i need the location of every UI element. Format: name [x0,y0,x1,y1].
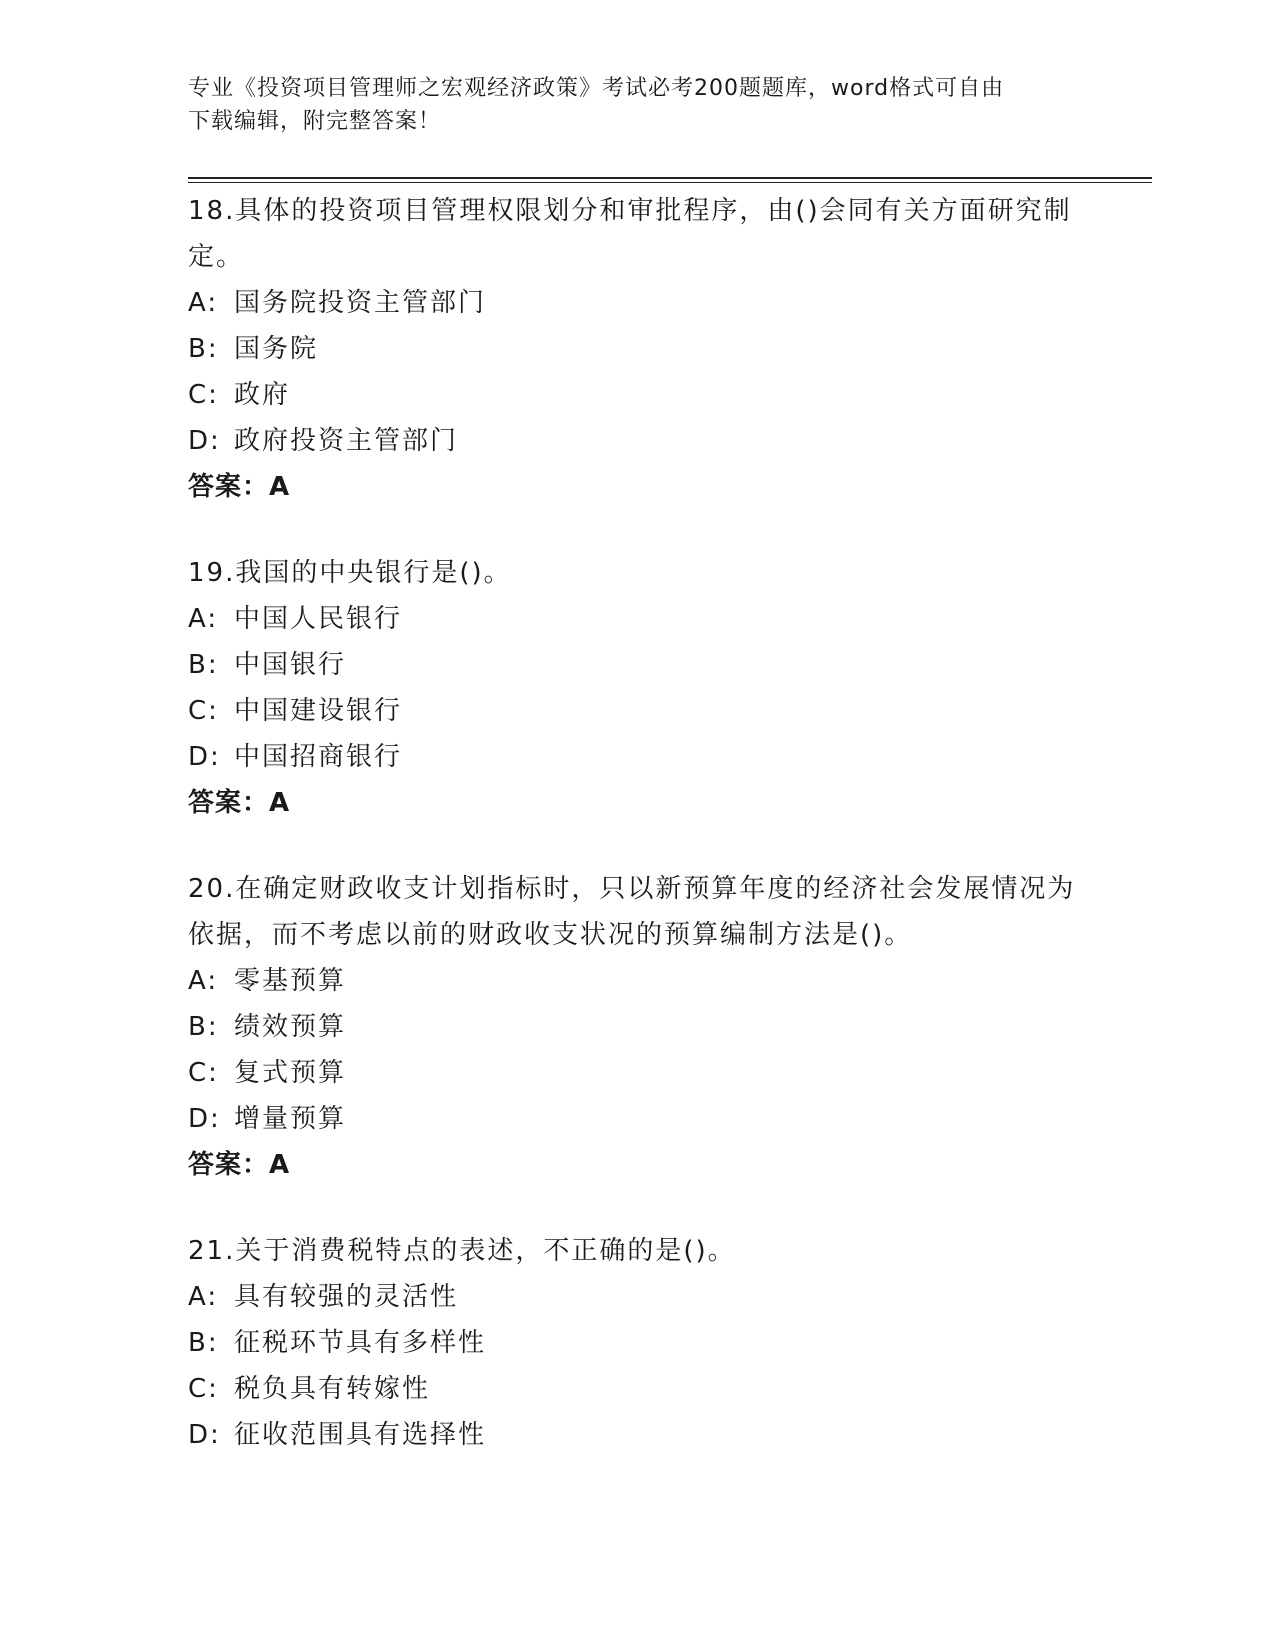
option-text: 增量预算 [234,1104,347,1134]
option-letter: B: [188,1328,219,1358]
question-stem: 18.具体的投资项目管理权限划分和审批程序，由()会同有关方面研究制定。 [188,196,1072,272]
option-letter: A: [188,604,219,634]
option-a [188,958,1088,1004]
document-header [188,72,1068,138]
option-c [188,1366,1088,1412]
question-20 [188,866,1088,1188]
answer-line: 答案：A [188,1150,291,1180]
option-letter: B: [188,650,219,680]
option-text: 中国招商银行 [234,742,403,772]
option-text: 复式预算 [234,1058,347,1088]
question-21 [188,1228,1088,1458]
option-text: 政府 [234,380,291,410]
option-text: 政府投资主管部门 [234,426,459,456]
option-b [188,642,1088,688]
option-text: 中国银行 [234,650,347,680]
header-title-line-2: 下载编辑，附完整答案！ [188,109,442,134]
question-19 [188,550,1088,826]
answer-line: 答案：A [188,788,291,818]
option-text: 具有较强的灵活性 [234,1282,459,1312]
question-list [188,188,1088,1498]
option-d [188,1096,1088,1142]
option-a [188,1274,1088,1320]
option-text: 绩效预算 [234,1012,347,1042]
option-text: 中国建设银行 [234,696,403,726]
option-c [188,688,1088,734]
option-b [188,326,1088,372]
option-text: 国务院 [234,334,319,364]
option-text: 中国人民银行 [234,604,403,634]
question-18 [188,188,1088,510]
option-letter: C: [188,380,219,410]
option-d [188,418,1088,464]
option-a [188,596,1088,642]
option-letter: C: [188,1374,219,1404]
option-text: 零基预算 [234,966,347,996]
option-letter: D: [188,426,221,456]
option-letter: D: [188,1420,221,1450]
question-stem: 19.我国的中央银行是()。 [188,558,512,588]
option-b [188,1004,1088,1050]
option-c [188,372,1088,418]
option-letter: B: [188,1012,219,1042]
option-c [188,1050,1088,1096]
option-text: 征税环节具有多样性 [234,1328,487,1358]
option-letter: B: [188,334,219,364]
option-letter: A: [188,966,219,996]
option-b [188,1320,1088,1366]
option-letter: A: [188,1282,219,1312]
option-d [188,734,1088,780]
header-divider-thin [188,182,1152,183]
option-letter: D: [188,1104,221,1134]
option-d [188,1412,1088,1458]
option-letter: D: [188,742,221,772]
question-stem: 21.关于消费税特点的表述，不正确的是()。 [188,1236,736,1266]
option-a [188,280,1088,326]
option-text: 国务院投资主管部门 [234,288,487,318]
option-letter: C: [188,1058,219,1088]
option-text: 税负具有转嫁性 [234,1374,431,1404]
header-divider-thick [188,177,1152,179]
option-letter: C: [188,696,219,726]
option-letter: A: [188,288,219,318]
header-title-line-1: 专业《投资项目管理师之宏观经济政策》考试必考200题题库，word格式可自由 [188,76,1005,101]
option-text: 征收范围具有选择性 [234,1420,487,1450]
question-stem: 20.在确定财政收支计划指标时，只以新预算年度的经济社会发展情况为依据，而不考虑以前的财政收支状况的预算编制方法是()。 [188,874,1076,950]
answer-line: 答案：A [188,472,291,502]
